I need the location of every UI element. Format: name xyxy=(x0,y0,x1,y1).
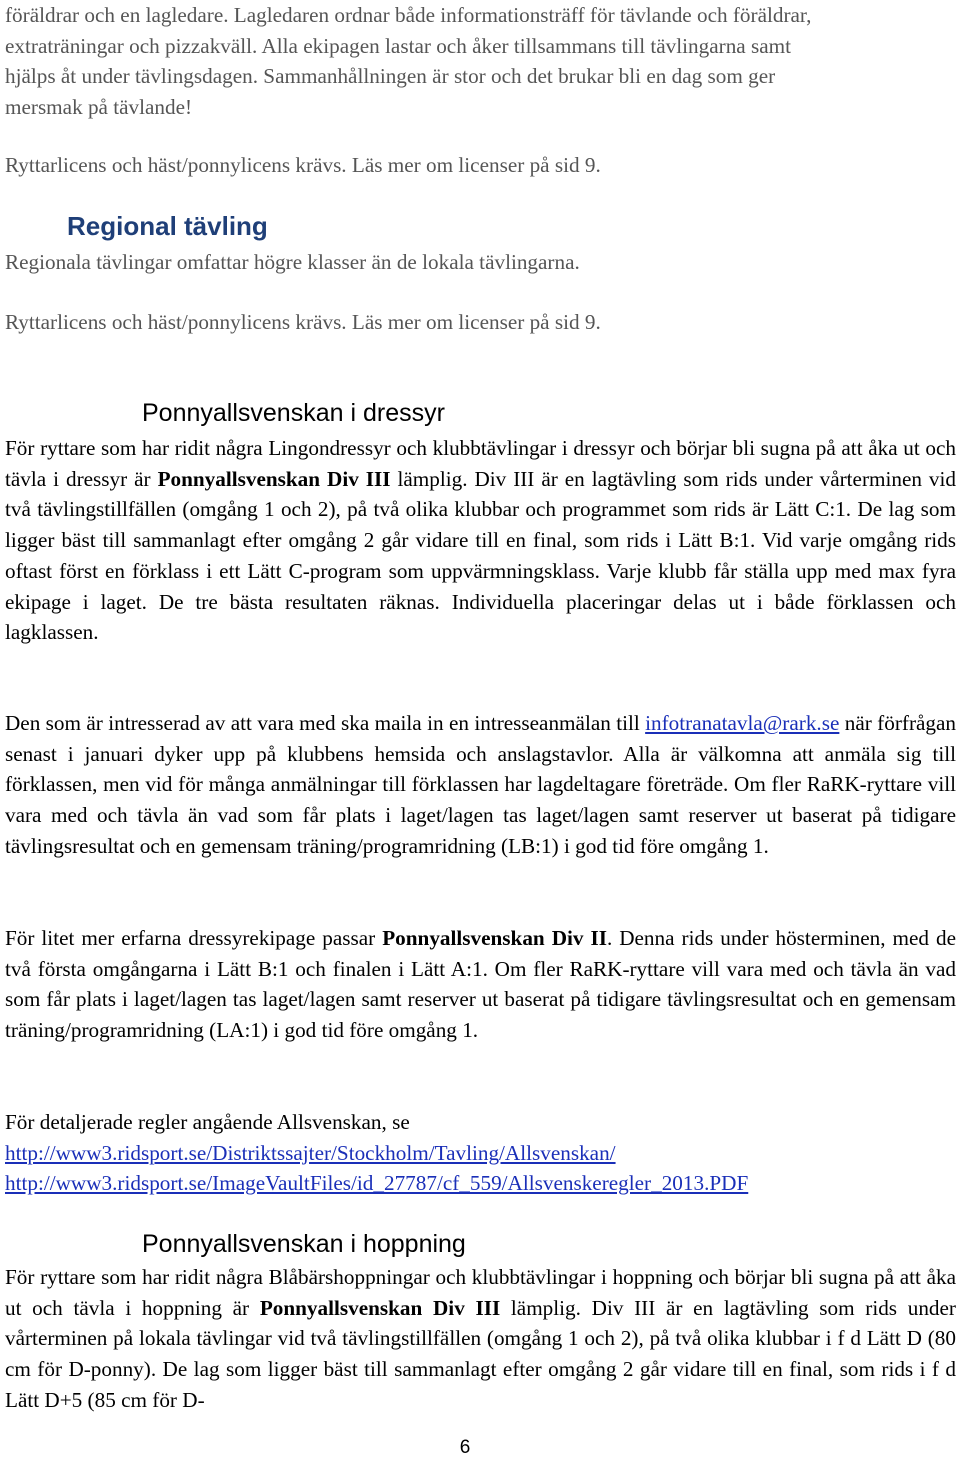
dressyr-p2-text xyxy=(5,708,956,862)
dressyr-heading: Ponnyallsvenskan i dressyr xyxy=(142,399,445,427)
hoppning-p1-part: För ryttare som har ridit några Blåbärshoppningar och klubbtävlingar i hoppning och börjar bli sugna på att åka ut och tävla i hoppning är xyxy=(5,1265,956,1320)
dressyr-p3-part: . Denna rids under hösterminen, med de två första omgångarna i Lätt B:1 och finalen i Lätt A:1. Om fler RaRK-ryttare vill vara med och tävla än vad som får plats i laget/lagen tas laget/lagen samt reserver ut baserat på tidigare tävlingsresultat och en gemensam träning/programridning (LA:1) i god tid före omgång 1. xyxy=(5,926,956,1043)
intro-line: hjälps åt under tävlingsdagen. Sammanhållningen är stor och det brukar bli en dag som ger xyxy=(5,64,776,89)
dressyr-p2-part: när förfrågan senast i januari dyker upp på klubbens hemsida och anslagstavlor. Alla är välkomna att anmäla sig till förklassen, men vid för många anmälningar till förklassen har lagdeltagare företräde. Om fler RaRK-ryttare vill vara med och tävla än vad som får plats i laget/lagen tas laget/lagen samt reserver ut baserat på tidigare tävlingsresultat och en gemensam träning/programridning (LB:1) i god tid före omgång 1. xyxy=(5,711,956,858)
dressyr-rules-block xyxy=(5,1107,956,1199)
allsvenskan-rules-pdf-link[interactable]: http://www3.ridsport.se/ImageVaultFiles/id_27787/cf_559/Allsvenskeregler_2013.PDF xyxy=(5,1171,749,1196)
license-note-text: Ryttarlicens och häst/ponnylicens krävs. Läs mer om licenser på sid 9. xyxy=(5,153,601,177)
rules-intro: För detaljerade regler angående Allsvenskan, se xyxy=(5,1110,410,1134)
regional-text: Regionala tävlingar omfattar högre klasser än de lokala tävlingarna. xyxy=(5,250,580,274)
dressyr-p1-text xyxy=(5,433,956,648)
intro-line: föräldrar och en lagledare. Lagledaren ordnar både informationsträff för tävlande och föräldrar, xyxy=(5,3,812,27)
intro-line: mersmak på tävlande! xyxy=(5,95,193,120)
regional-heading: Regional tävling xyxy=(67,211,268,241)
hoppning-paragraph-1 xyxy=(5,1262,956,1416)
license-note-text: Ryttarlicens och häst/ponnylicens krävs. Läs mer om licenser på sid 9. xyxy=(5,310,601,334)
dressyr-p1-part: För ryttare som har ridit några Lingondressyr och klubbtävlingar i dressyr och börjar bli sugna på att åka ut och tävla i dressyr är xyxy=(5,436,956,491)
dressyr-p1-part: lämplig. Div III är en lagtävling som rids under vårterminen vid två tävlingstillfällen (omgång 1 och 2), på två olika klubbar och programmet som rids är Lätt C:1. De lag som ligger bäst till sammanlagt efter omgång 2 går vidare till en final, som rids i Lätt B:1. Vid varje omgång rids oftast först en förklass i ett Lätt C-program som uppvärmningsklass. Varje klubb får ställa upp med max fyra ekipage i laget. De tre bästa resultaten räknas. Individuella placeringar delas ut i både förklassen och lagklassen. xyxy=(5,466,957,645)
license-note-regional xyxy=(5,307,956,338)
hoppning-heading-block xyxy=(5,1227,956,1261)
dressyr-p3-text xyxy=(5,923,956,1046)
dressyr-p3-part: För litet mer erfarna dressyrekipage passar xyxy=(5,926,383,950)
hoppning-div3-bold: Ponnyallsvenskan Div III xyxy=(259,1295,501,1320)
allsvenskan-link[interactable]: http://www3.ridsport.se/Distriktssajter/Stockholm/Tavling/Allsvenskan/ xyxy=(5,1140,616,1165)
regional-section xyxy=(5,208,956,244)
intro-line: extraträningar och pizzakväll. Alla ekipagen lastar och åker tillsammans till tävlingarna samt xyxy=(5,33,792,58)
hoppning-p1-text xyxy=(5,1262,956,1416)
dressyr-div2-bold: Ponnyallsvenskan Div II xyxy=(382,926,607,950)
regional-text-block xyxy=(5,247,956,278)
dressyr-paragraph-1 xyxy=(5,433,956,648)
dressyr-paragraph-3 xyxy=(5,923,956,1046)
dressyr-heading-block xyxy=(5,396,956,430)
license-note-local xyxy=(5,150,956,181)
hoppning-p1-part: lämplig. Div III är en lagtävling som rids under vårterminen på lokala tävlingar vid två tävlingstillfällen (omgång 1 och 2), på två olika klubbar i f d Lätt D (80 cm för D-ponny). De lag som ligger bäst till sammanlagt efter omgång 2 går vidare till en final, som rids i f d Lätt D+5 (85 cm för D- xyxy=(5,1295,956,1412)
hoppning-heading: Ponnyallsvenskan i hoppning xyxy=(142,1230,466,1258)
page-number: 6 xyxy=(459,1437,471,1458)
dressyr-p2-part: Den som är intresserad av att vara med ska maila in en intresseanmälan till xyxy=(5,711,646,735)
intro-paragraph xyxy=(5,0,956,123)
email-link[interactable]: infotranatavla@rark.se xyxy=(645,711,840,735)
dressyr-paragraph-2 xyxy=(5,708,956,862)
dressyr-div3-bold: Ponnyallsvenskan Div III xyxy=(157,466,391,491)
